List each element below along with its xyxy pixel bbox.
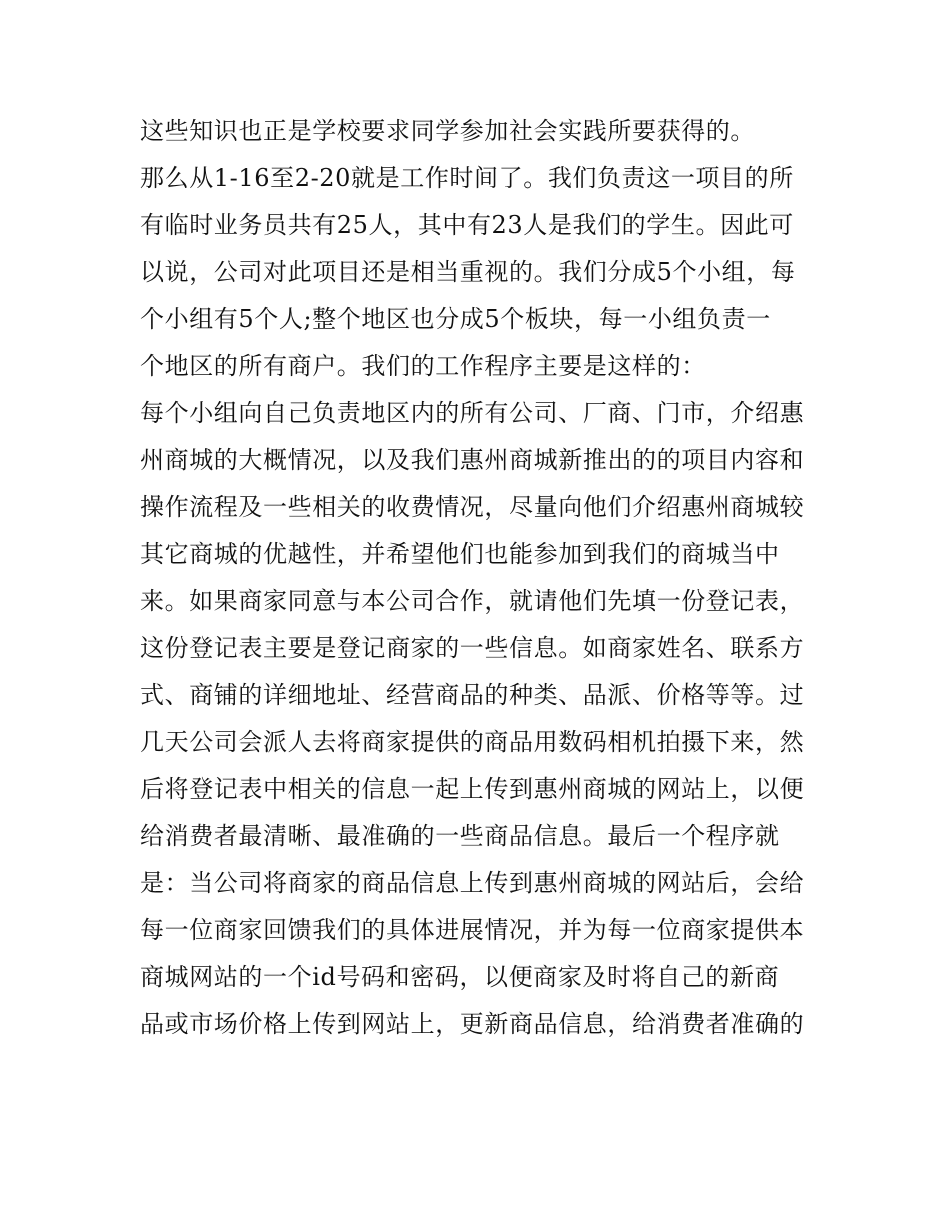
text-line-19: 商城网站的一个id号码和密码，以便商家及时将自己的新商 [140, 963, 780, 991]
text-line-15: 后将登记表中相关的信息一起上传到惠州商城的网站上，以便 [140, 775, 805, 803]
text-line-7: 每个小组向自己负责地区内的所有公司、厂商、门市，介绍惠 [140, 399, 805, 427]
text-line-18: 每一位商家回馈我们的具体进展情况，并为每一位商家提供本 [140, 916, 805, 944]
text-line-14: 几天公司会派人去将商家提供的商品用数码相机拍摄下来，然 [140, 728, 805, 756]
text-line-1: 这些知识也正是学校要求同学参加社会实践所要获得的。 [140, 117, 755, 145]
text-line-13: 式、商铺的详细地址、经营商品的种类、品派、价格等等。过 [140, 681, 805, 709]
text-line-12: 这份登记表主要是登记商家的一些信息。如商家姓名、联系方 [140, 634, 805, 662]
text-line-6: 个地区的所有商户。我们的工作程序主要是这样的： [140, 352, 706, 380]
text-line-4: 以说，公司对此项目还是相当重视的。我们分成5个小组，每 [140, 258, 796, 286]
text-line-20: 品或市场价格上传到网站上，更新商品信息，给消费者准确的 [140, 1010, 805, 1038]
body-text [140, 108, 830, 1048]
text-line-3: 有临时业务员共有25人，其中有23人是我们的学生。因此可 [140, 211, 794, 239]
text-line-11: 来。如果商家同意与本公司合作，就请他们先填一份登记表， [140, 587, 805, 615]
text-line-8: 州商城的大概情况，以及我们惠州商城新推出的的项目内容和 [140, 446, 805, 474]
text-line-5: 个小组有5个人;整个地区也分成5个板块，每一小组负责一 [140, 305, 771, 333]
text-line-16: 给消费者最清晰、最准确的一些商品信息。最后一个程序就 [140, 822, 780, 850]
text-line-10: 其它商城的优越性，并希望他们也能参加到我们的商城当中 [140, 540, 780, 568]
text-line-2: 那么从1-16至2-20就是工作时间了。我们负责这一项目的所 [140, 164, 794, 192]
text-line-9: 操作流程及一些相关的收费情况，尽量向他们介绍惠州商城较 [140, 493, 805, 521]
text-line-17: 是：当公司将商家的商品信息上传到惠州商城的网站后，会给 [140, 869, 805, 897]
